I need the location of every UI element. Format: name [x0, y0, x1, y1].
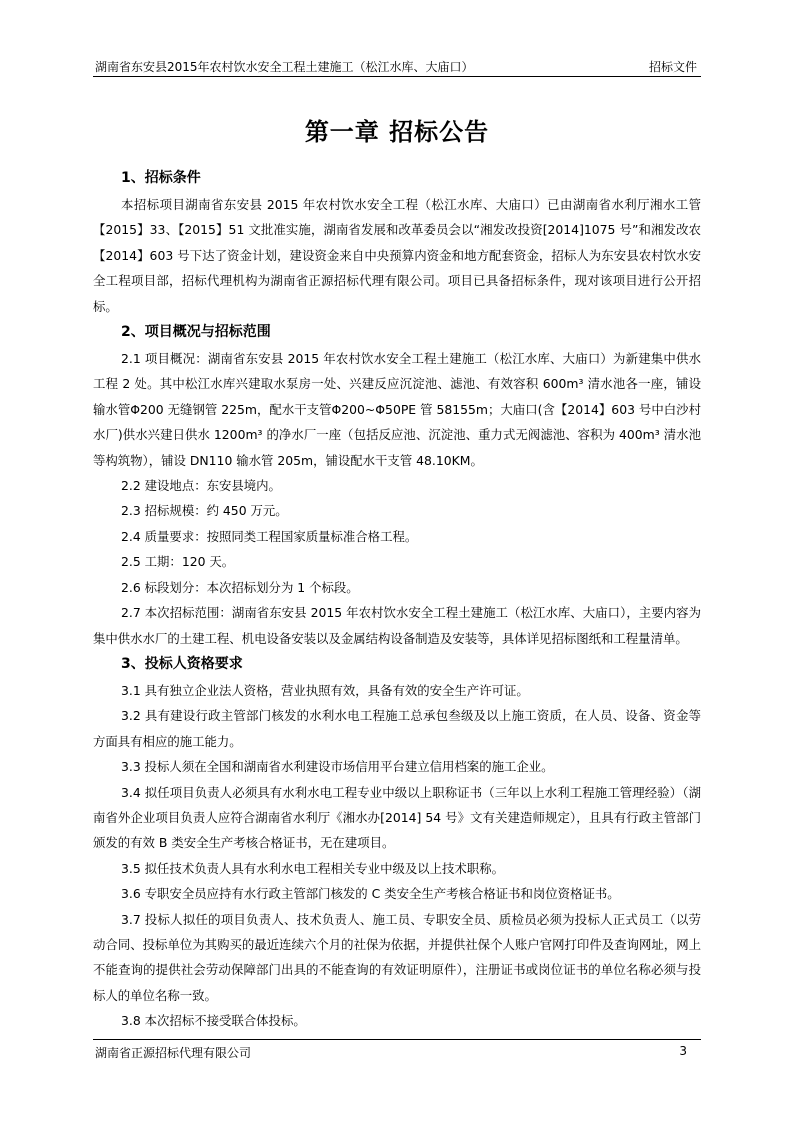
header-project-title: 湖南省东安县2015年农村饮水安全工程土建施工（松江水库、大庙口） — [95, 60, 474, 74]
paragraph: 3.4 拟任项目负责人必须具有水利水电工程专业中级以上职称证书（三年以上水利工程施工管理经验）（湖南省外企业项目负责人应符合湖南省水利厅《湘水办[2014] 54 号》文有关建造师规定），且具有行政主管部门颁发的有效 B 类安全生产考核合格证书，无在建项目。 — [93, 784, 701, 851]
page-number: 3 — [679, 1044, 687, 1058]
paragraph: 2.1 项目概况：湖南省东安县 2015 年农村饮水安全工程土建施工（松江水库、大庙口）为新建集中供水工程 2 处。其中松江水库兴建取水泵房一处、兴建反应沉淀池、滤池、有效容积 600m³ 清水池各一座，铺设输水管Φ200 无缝钢管 225m，配水干支管Φ200~Φ50PE 管 58155m；大庙口(含【2014】603 号中白沙村水厂)供水兴建日供水 1200m³ 的净水厂一座（包括反应池、沉淀池、重力式无阀滤池、容积为 400m³ 清水池等构筑物），铺设 DN110 输水管 205m，铺设配水干支管 48.10KM。 — [93, 351, 701, 468]
header-doc-type: 招标文件 — [648, 60, 697, 74]
page-header — [93, 56, 701, 77]
paragraph: 3.8 本次招标不接受联合体投标。 — [121, 1013, 306, 1029]
paragraph: 2.4 质量要求：按照同类工程国家质量标准合格工程。 — [121, 528, 418, 544]
paragraph: 3.6 专职安全员应持有水行政主管部门核发的 C 类安全生产考核合格证书和岗位资格证书。 — [121, 886, 620, 902]
section-heading-project-overview: 2、项目概况与招标范围 — [121, 324, 271, 341]
page-footer — [93, 1039, 701, 1062]
paragraph: 3.2 具有建设行政主管部门核发的水利水电工程施工总承包叁级及以上施工资质，在人员、设备、资金等方面具有相应的施工能力。 — [93, 708, 701, 749]
paragraph: 2.3 招标规模：约 450 万元。 — [121, 503, 288, 519]
chapter-title: 第一章 招标公告 — [304, 117, 490, 146]
paragraph: 本招标项目湖南省东安县 2015 年农村饮水安全工程（松江水库、大庙口）已由湖南省水利厅湘水工管【2015】33、【2015】51 文批准实施，湖南省发展和改革委员会以“湘发改投资[2014]1075 号”和湘发改农【2014】603 号下达了资金计划，建设资金来自中央预算内资金和地方配套资金，招标人为东安县农村饮水安全工程项目部，招标代理机构为湖南省正源招标代理有限公司。项目已具备招标条件，现对该项目进行公开招标。 — [93, 197, 701, 314]
paragraph: 2.7 本次招标范围：湖南省东安县 2015 年农村饮水安全工程土建施工（松江水库、大庙口），主要内容为集中供水水厂的土建工程、机电设备安装以及金属结构设备制造及安装等，具体详见招标图纸和工程量清单。 — [93, 605, 701, 646]
paragraph: 3.5 拟任技术负责人具有水利水电工程相关专业中级及以上技术职称。 — [121, 860, 504, 876]
section-heading-bidding-conditions: 1、招标条件 — [121, 170, 201, 186]
document-body — [93, 165, 701, 1034]
paragraph: 3.3 投标人须在全国和湖南省水利建设市场信用平台建立信用档案的施工企业。 — [121, 759, 554, 775]
paragraph: 2.5 工期：120 天。 — [121, 554, 235, 570]
paragraph: 2.2 建设地点：东安县境内。 — [121, 478, 281, 494]
section-heading-bidder-qualifications: 3、投标人资格要求 — [121, 655, 243, 672]
footer-agency-name: 湖南省正源招标代理有限公司 — [95, 1046, 252, 1060]
paragraph: 2.6 标段划分：本次招标划分为 1 个标段。 — [121, 579, 359, 595]
paragraph: 3.7 投标人拟任的项目负责人、技术负责人、施工员、专职安全员、质检员必须为投标人正式员工（以劳动合同、投标单位为其购买的最近连续六个月的社保为依据，并提供社保个人账户官网打印件及查询网址，网上不能查询的提供社会劳动保障部门出具的不能查询的有效证明原件），注册证书或岗位证书的单位名称必须与投标人的单位名称一致。 — [93, 911, 701, 1003]
paragraph: 3.1 具有独立企业法人资格，营业执照有效，具备有效的安全生产许可证。 — [121, 682, 529, 698]
